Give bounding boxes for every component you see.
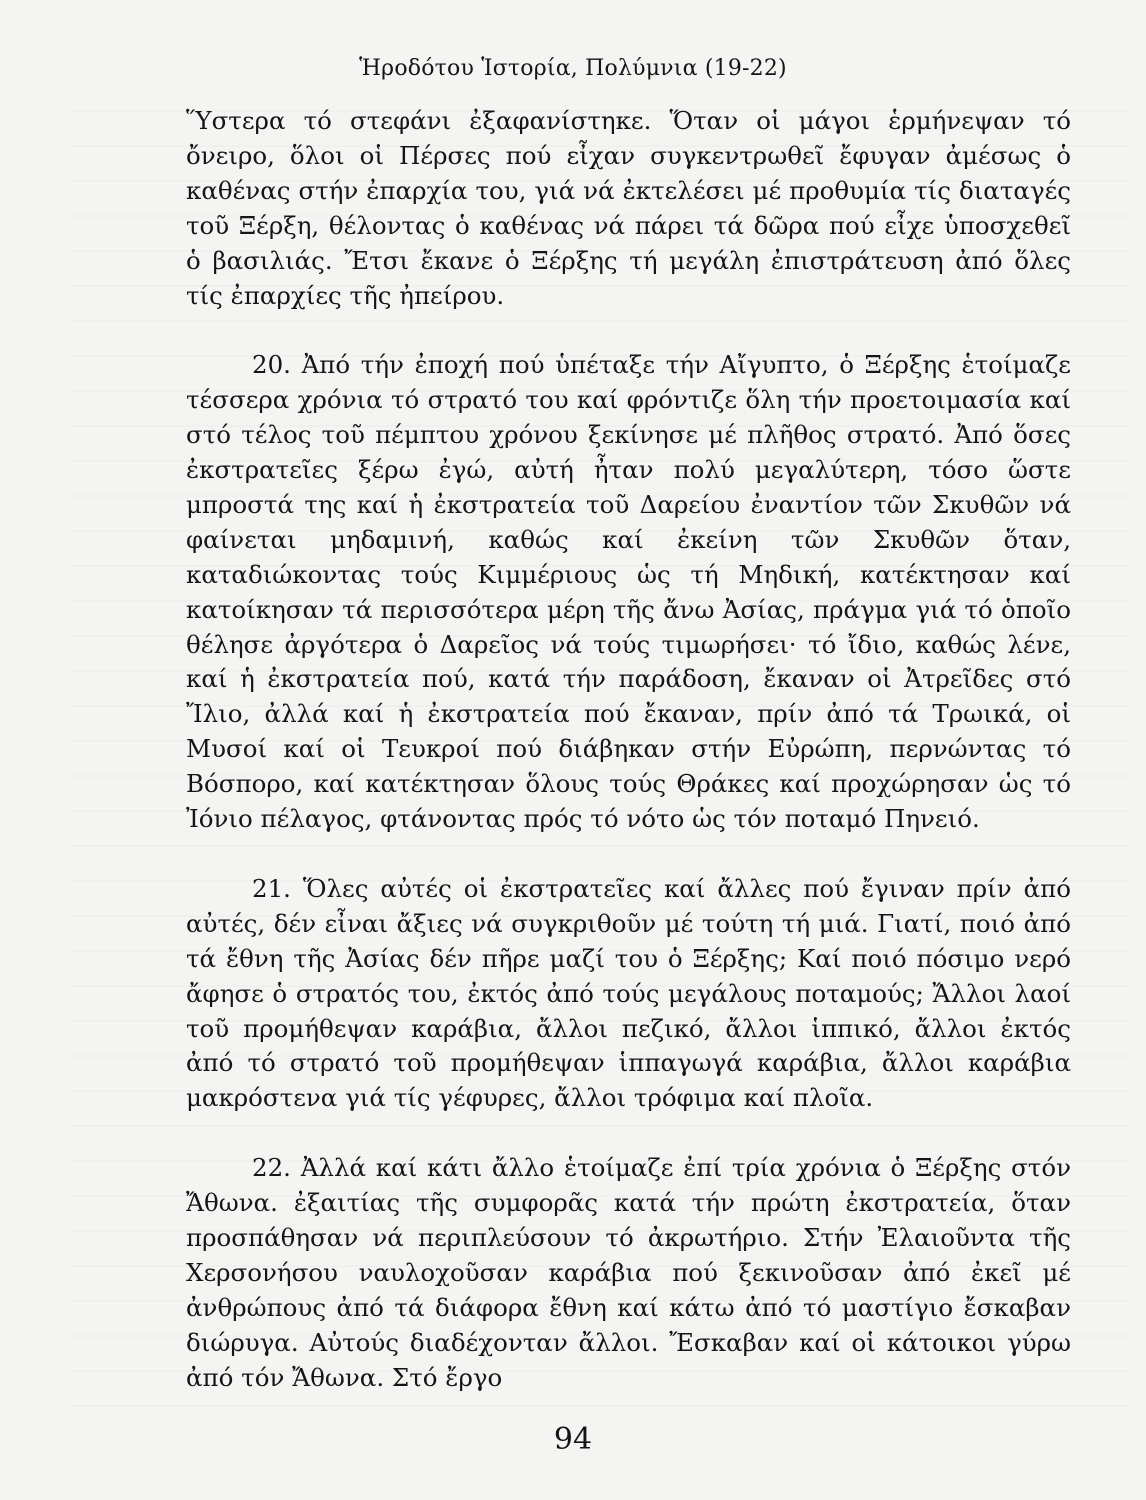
- paragraph-section-22: 22. Ἀλλά καί κάτι ἄλλο ἑτοίμαζε ἐπί τρία χρόνια ὁ Ξέρξης στόν Ἄθωνα. ἐξαιτίας τῆς συμφορᾶς κατά τήν πρώτη ἐκστρατεία, ὅταν προσπάθησαν νά περιπλεύσουν τό ἀκρωτήριο. Στήν Ἐλαιοῦντα τῆς Χερσονήσου ναυλοχοῦσαν καράβια πού ξεκινοῦσαν ἀπό ἐκεῖ μέ ἀνθρώπους ἀπό τά διάφορα ἔθνη καί κάτω ἀπό τό μαστίγιο ἔσκαβαν διώρυγα. Αὐτούς διαδέχονταν ἄλλοι. Ἔσκαβαν καί οἱ κάτοικοι γύρω ἀπό τόν Ἄθωνα. Στό ἔργο: [186, 1153, 1071, 1392]
- paragraph-section-21: 21. Ὅλες αὐτές οἱ ἐκστρατεῖες καί ἄλλες πού ἔγιναν πρίν ἀπό αὐτές, δέν εἶναι ἄξιες νά συγκριθοῦν μέ τούτη τή μιά. Γιατί, ποιό ἀπό τά ἔθνη τῆς Ἀσίας δέν πῆρε μαζί του ὁ Ξέρξης; Καί ποιό πόσιμο νερό ἄφησε ὁ στρατός του, ἐκτός ἀπό τούς μεγάλους ποταμούς; Ἄλλοι λαοί τοῦ προμήθεψαν καράβια, ἄλλοι πεζικό, ἄλλοι ἱππικό, ἄλλοι ἐκτός ἀπό τό στρατό τοῦ προμήθεψαν ἱππαγωγά καράβια, ἄλλοι καράβια μακρόστενα γιά τίς γέφυρες, ἄλλοι τρόφιμα καί πλοῖα.: [186, 873, 1071, 1113]
- running-head: Ἡροδότου Ἱστορία, Πολύμνια (19-22): [359, 56, 787, 81]
- page-number: 94: [553, 1422, 593, 1457]
- paragraph-continuation: Ὕστερα τό στεφάνι ἐξαφανίστηκε. Ὅταν οἱ μάγοι ἑρμήνεψαν τό ὄνειρο, ὅλοι οἱ Πέρσες πού εἶχαν συγκεντρωθεῖ ἔφυγαν ἀμέσως ὁ καθένας στήν ἐπαρχία του, γιά νά ἐκτελέσει μέ προθυμία τίς διαταγές τοῦ Ξέρξη, θέλοντας ὁ καθένας νά πάρει τά δῶρα πού εἶχε ὑποσχεθεῖ ὁ βασιλιάς. Ἔτσι ἔκανε ὁ Ξέρξης τή μεγάλη ἐπιστράτευση ἀπό ὅλες τίς ἐπαρχίες τῆς ἠπείρου.: [186, 106, 1071, 310]
- body-text: [186, 104, 1071, 1430]
- paragraph-section-20: 20. Ἀπό τήν ἐποχή πού ὑπέταξε τήν Αἴγυπτο, ὁ Ξέρξης ἑτοίμαζε τέσσερα χρόνια τό στρατό του καί φρόντιζε ὅλη τήν προετοιμασία καί στό τέλος τοῦ πέμπτου χρόνου ξεκίνησε μέ πλῆθος στρατό. Ἀπό ὅσες ἐκστρατεῖες ξέρω ἐγώ, αὐτή ἦταν πολύ μεγαλύτερη, τόσο ὥστε μπροστά της καί ἡ ἐκστρατεία τοῦ Δαρείου ἐναντίον τῶν Σκυθῶν νά φαίνεται μηδαμινή, καθώς καί ἐκείνη τῶν Σκυθῶν ὅταν, καταδιώκοντας τούς Κιμμέριους ὡς τή Μηδική, κατέκτησαν καί κατοίκησαν τά περισσότερα μέρη τῆς ἄνω Ἀσίας, πράγμα γιά τό ὁποῖο θέλησε ἀργότερα ὁ Δαρεῖος νά τούς τιμωρήσει· τό ἴδιο, καθώς λένε, καί ἡ ἐκστρατεία πού, κατά τήν παράδοση, ἔκαναν οἱ Ἀτρεῖδες στό Ἴλιο, ἀλλά καί ἡ ἐκστρατεία πού ἔκαναν, πρίν ἀπό τά Τρωικά, οἱ Μυσοί καί οἱ Τευκροί πού διάβηκαν στήν Εὐρώπη, περνώντας τό Βόσπορο, καί κατέκτησαν ὅλους τούς Θράκες καί προχώρησαν ὡς τό Ἰόνιο πέλαγος, φτάνοντας πρός τό νότο ὡς τόν ποταμό Πηνειό.: [186, 350, 1071, 834]
